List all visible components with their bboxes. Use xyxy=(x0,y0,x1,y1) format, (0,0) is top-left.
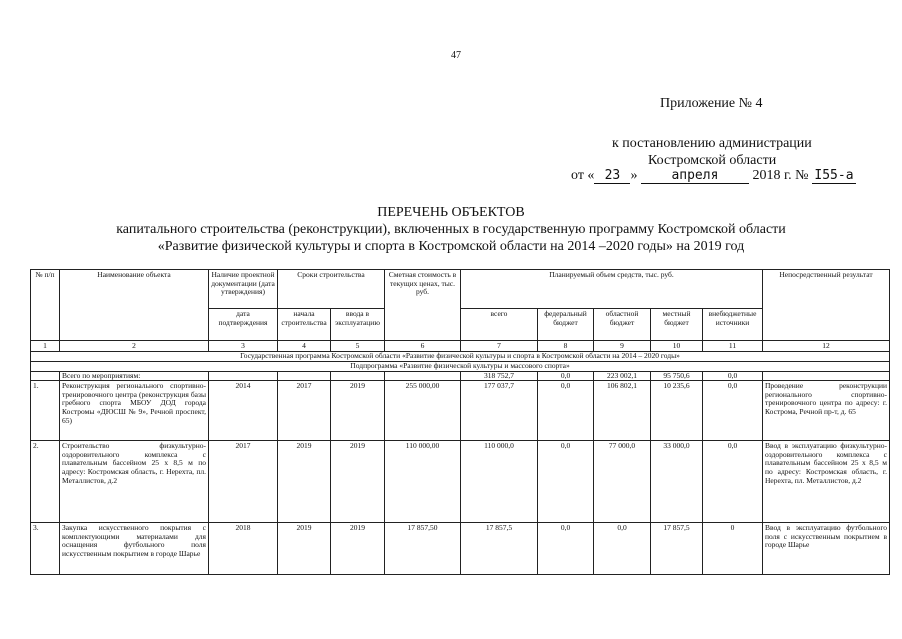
table-row xyxy=(31,381,890,441)
row-local: 10 235,6 xyxy=(651,381,703,441)
decree-number: I55-а xyxy=(812,168,856,184)
total-row xyxy=(31,371,890,381)
total-local: 95 750,6 xyxy=(651,371,703,381)
program-title: Государственная программа Костромской области «Развитие физической культуры и спорта в Костромской области на 2014 – 2020 годы» xyxy=(31,352,890,362)
row-result: Проведение реконструкции регионального спортивно-тренировочного центра по адресу: г. Кострома, Речной пр-т, д. 65 xyxy=(763,381,890,441)
col-number: 10 xyxy=(651,341,703,352)
col-number: 1 xyxy=(31,341,60,352)
row-num: 1. xyxy=(31,381,60,441)
row-federal: 0,0 xyxy=(538,523,594,575)
row-start: 2019 xyxy=(278,523,331,575)
document-title: ПЕРЕЧЕНЬ ОБЪЕКТОВ xyxy=(377,205,525,220)
date-month: апреля xyxy=(641,168,749,184)
col-number: 8 xyxy=(538,341,594,352)
row-num: 3. xyxy=(31,523,60,575)
col-number: 3 xyxy=(209,341,278,352)
row-federal: 0,0 xyxy=(538,441,594,523)
column-numbers-row xyxy=(31,341,890,352)
total-label: Всего по мероприятиям: xyxy=(60,371,209,381)
row-doc-date: 2014 xyxy=(209,381,278,441)
col-number: 2 xyxy=(60,341,209,352)
objects-table xyxy=(30,269,890,575)
row-total: 177 037,7 xyxy=(461,381,538,441)
row-name: Реконструкция регионального спортивно-тренировочного центра (реконструкция базы гребного спорта МБОУ ДОД города Костромы «ДЮСШ № 9», Речной проспект, 65) xyxy=(60,381,209,441)
row-regional: 0,0 xyxy=(594,523,651,575)
row-doc-date: 2017 xyxy=(209,441,278,523)
total-offbudget: 0,0 xyxy=(703,371,763,381)
subprogram-row xyxy=(31,361,890,371)
row-cost: 255 000,00 xyxy=(385,381,461,441)
row-name: Строительство физкультурно-оздоровительного комплекса с плавательным бассейном 25 х 8,5 м по адресу: Костромская область, г. Нерехта, пл. Металлистов, д.2 xyxy=(60,441,209,523)
row-commission: 2019 xyxy=(331,441,385,523)
col-number: 6 xyxy=(385,341,461,352)
row-start: 2019 xyxy=(278,441,331,523)
row-start: 2017 xyxy=(278,381,331,441)
col-number: 7 xyxy=(461,341,538,352)
header-num: № п/п xyxy=(31,270,60,341)
header-offbudget: внебюджетные источники xyxy=(703,309,763,341)
subprogram-title: Подпрограмма «Развитие физической культуры и массового спорта» xyxy=(31,361,890,371)
date-day: 23 xyxy=(594,168,630,184)
decree-date-line xyxy=(571,168,856,184)
document-subtitle-1: капитального строительства (реконструкции), включенных в государственную программу Костромской области xyxy=(116,222,786,237)
date-mid: » xyxy=(630,168,638,183)
col-number: 4 xyxy=(278,341,331,352)
header-doc-date: дата подтверждения xyxy=(209,309,278,341)
col-number: 9 xyxy=(594,341,651,352)
row-commission: 2019 xyxy=(331,523,385,575)
page-number: 47 xyxy=(451,50,461,61)
header-local: местный бюджет xyxy=(651,309,703,341)
table-header-row-1 xyxy=(31,270,890,309)
col-number: 12 xyxy=(763,341,890,352)
row-result: Ввод в эксплуатацию физкультурно-оздоровительного комплекса с плавательным бассейном 25 х 8,5 м по адресу: Костромская область, г. Нерехта, пл. Металлистов, д.2 xyxy=(763,441,890,523)
row-commission: 2019 xyxy=(331,381,385,441)
row-total: 110 000,0 xyxy=(461,441,538,523)
row-result: Ввод в эксплуатацию футбольного поля с искусственным покрытием в городе Шарье xyxy=(763,523,890,575)
row-local: 17 857,5 xyxy=(651,523,703,575)
header-cost: Сметная стоимость в текущих ценах, тыс. руб. xyxy=(385,270,461,341)
decree-line-1: к постановлению администрации xyxy=(612,136,812,151)
header-federal: федеральный бюджет xyxy=(538,309,594,341)
header-doc: Наличие проектной документации (дата утверждения) xyxy=(209,270,278,309)
row-offbudget: 0 xyxy=(703,523,763,575)
header-result: Непосредственный результат xyxy=(763,270,890,341)
total-regional: 223 002,1 xyxy=(594,371,651,381)
date-prefix: от « xyxy=(571,168,595,183)
header-funds: Планируемый объем средств, тыс. руб. xyxy=(461,270,763,309)
decree-line-2: Костромской области xyxy=(648,153,777,168)
program-row xyxy=(31,352,890,362)
header-commission: ввода в эксплуатацию xyxy=(331,309,385,341)
row-offbudget: 0,0 xyxy=(703,441,763,523)
row-local: 33 000,0 xyxy=(651,441,703,523)
header-name: Наименование объекта xyxy=(60,270,209,341)
row-regional: 106 802,1 xyxy=(594,381,651,441)
row-doc-date: 2018 xyxy=(209,523,278,575)
header-total: всего xyxy=(461,309,538,341)
header-start: начала строительства xyxy=(278,309,331,341)
row-name: Закупка искусственного покрытия с комплектующими материалами для оснащения футбольного поля искусственным покрытием в городе Шарье xyxy=(60,523,209,575)
header-regional: областной бюджет xyxy=(594,309,651,341)
col-number: 5 xyxy=(331,341,385,352)
document-subtitle-2: «Развитие физической культуры и спорта в Костромской области на 2014 –2020 годы» на 2019 год xyxy=(157,239,745,254)
date-year: 2018 г. № xyxy=(752,168,809,183)
table-row xyxy=(31,523,890,575)
total-federal: 0,0 xyxy=(538,371,594,381)
row-cost: 110 000,00 xyxy=(385,441,461,523)
total-sum: 318 752,7 xyxy=(461,371,538,381)
header-terms: Сроки строительства xyxy=(278,270,385,309)
row-federal: 0,0 xyxy=(538,381,594,441)
appendix-label: Приложение № 4 xyxy=(660,96,763,111)
col-number: 11 xyxy=(703,341,763,352)
row-num: 2. xyxy=(31,441,60,523)
row-cost: 17 857,50 xyxy=(385,523,461,575)
row-total: 17 857,5 xyxy=(461,523,538,575)
row-offbudget: 0,0 xyxy=(703,381,763,441)
row-regional: 77 000,0 xyxy=(594,441,651,523)
table-row xyxy=(31,441,890,523)
